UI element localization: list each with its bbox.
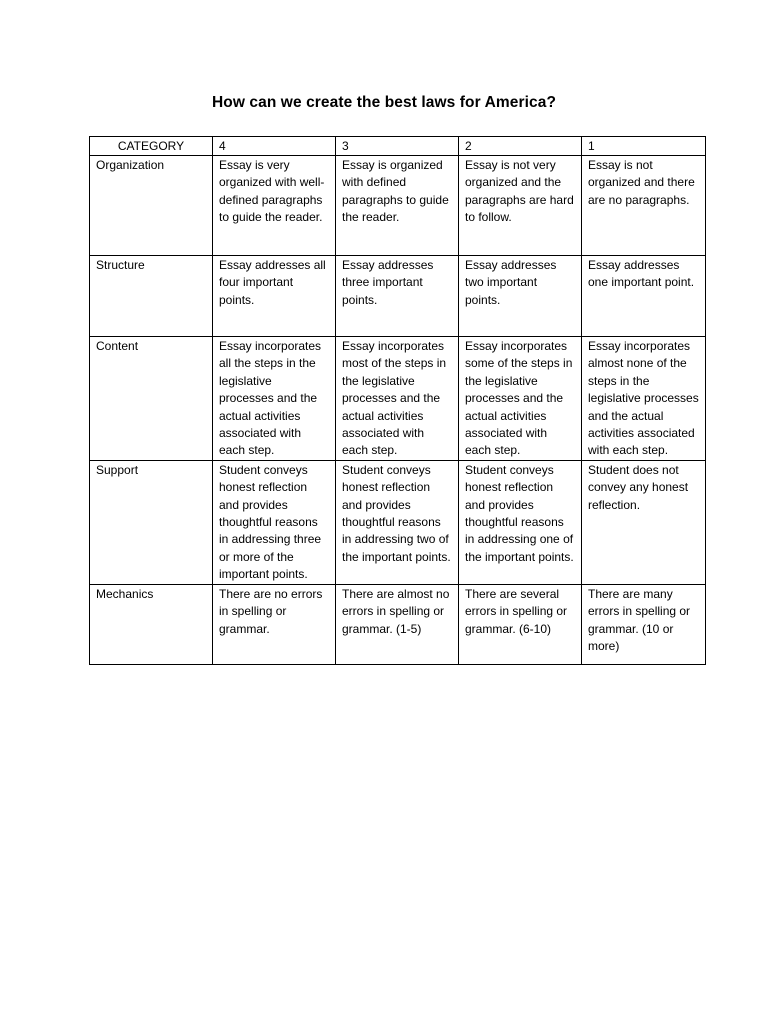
criteria-cell: Essay is very organized with well-defined paragraphs to guide the reader. <box>213 156 336 256</box>
criteria-cell: Essay incorporates some of the steps in the legislative processes and the actual activities associated with each step. <box>459 337 582 461</box>
header-score-2: 2 <box>459 137 582 156</box>
criteria-cell: Student does not convey any honest reflection. <box>582 460 706 584</box>
criteria-cell: There are almost no errors in spelling or grammar. (1-5) <box>336 584 459 664</box>
criteria-cell: There are several errors in spelling or grammar. (6-10) <box>459 584 582 664</box>
criteria-cell: Essay is organized with defined paragraphs to guide the reader. <box>336 156 459 256</box>
header-score-4: 4 <box>213 137 336 156</box>
rubric-row-organization <box>90 156 706 256</box>
criteria-cell: Essay addresses all four important points. <box>213 256 336 337</box>
header-category: CATEGORY <box>90 137 213 156</box>
header-score-3: 3 <box>336 137 459 156</box>
rubric-row-structure <box>90 256 706 337</box>
criteria-cell: Essay addresses two important points. <box>459 256 582 337</box>
category-cell: Content <box>90 337 213 461</box>
category-cell: Organization <box>90 156 213 256</box>
criteria-cell: Essay is not very organized and the paragraphs are hard to follow. <box>459 156 582 256</box>
header-row <box>90 137 706 156</box>
criteria-cell: There are no errors in spelling or grammar. <box>213 584 336 664</box>
criteria-cell: Essay is not organized and there are no paragraphs. <box>582 156 706 256</box>
criteria-cell: Essay addresses three important points. <box>336 256 459 337</box>
criteria-cell: There are many errors in spelling or grammar. (10 or more) <box>582 584 706 664</box>
category-cell: Mechanics <box>90 584 213 664</box>
category-cell: Support <box>90 460 213 584</box>
criteria-cell: Essay incorporates most of the steps in the legislative processes and the actual activities associated with each step. <box>336 337 459 461</box>
criteria-cell: Student conveys honest reflection and provides thoughtful reasons in addressing one of the important points. <box>459 460 582 584</box>
criteria-cell: Student conveys honest reflection and provides thoughtful reasons in addressing three or more of the important points. <box>213 460 336 584</box>
rubric-row-content <box>90 337 706 461</box>
rubric-row-mechanics <box>90 584 706 664</box>
rubric-table <box>89 136 706 665</box>
criteria-cell: Essay addresses one important point. <box>582 256 706 337</box>
criteria-cell: Essay incorporates all the steps in the legislative processes and the actual activities associated with each step. <box>213 337 336 461</box>
page-title: How can we create the best laws for America? <box>211 94 557 111</box>
header-score-1: 1 <box>582 137 706 156</box>
category-cell: Structure <box>90 256 213 337</box>
criteria-cell: Essay incorporates almost none of the steps in the legislative processes and the actual activities associated with each step. <box>582 337 706 461</box>
criteria-cell: Student conveys honest reflection and provides thoughtful reasons in addressing two of the important points. <box>336 460 459 584</box>
rubric-row-support <box>90 460 706 584</box>
